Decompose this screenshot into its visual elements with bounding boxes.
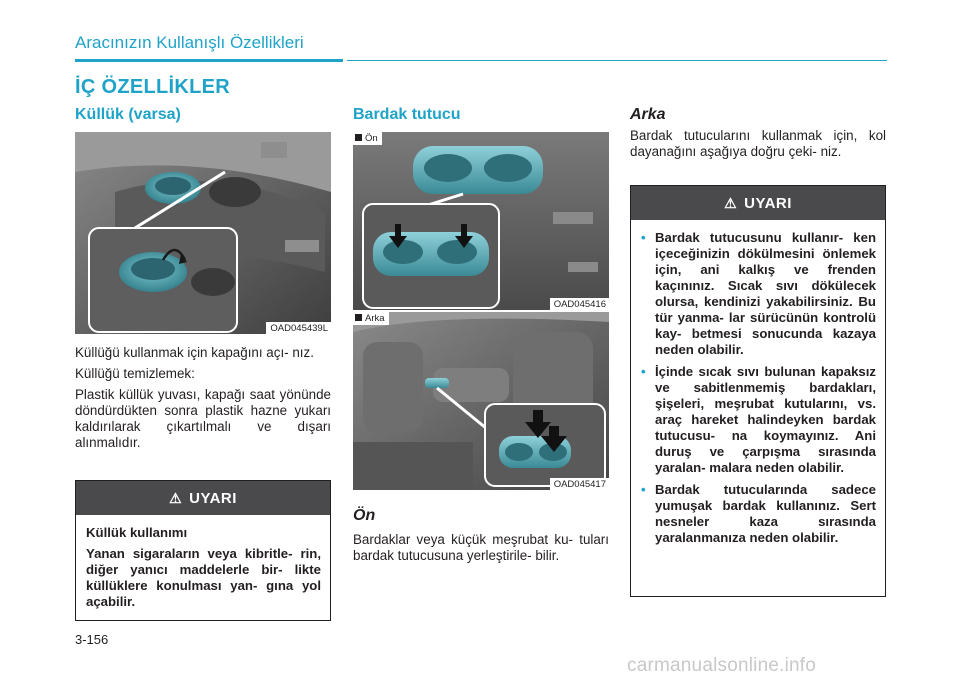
- warning-body: [76, 515, 330, 618]
- warning-label: UYARI: [744, 194, 792, 212]
- ashtray-paragraph: Plastik küllük yuvası, kapağı saat yönünde döndürdükten sonra plastik hazne yukarı kaldırılarak çıkartılmalı ve dışarı alınmalıdır.: [75, 387, 331, 450]
- warning-header: [631, 186, 885, 220]
- tag-square-icon: [355, 134, 362, 141]
- header-rule-thin: [347, 60, 887, 61]
- ashtray-illustration: [75, 132, 331, 334]
- warning-item-title: Küllük kullanımı: [86, 525, 188, 540]
- bullet-icon: •: [641, 230, 646, 245]
- ashtray-photo: [75, 132, 331, 334]
- running-header: Aracınızın Kullanışlı Özellikleri: [75, 33, 304, 52]
- ashtray-warning-box: [75, 480, 331, 621]
- rear-warning-box: [630, 185, 886, 597]
- rear-cup-illustration: [353, 312, 609, 490]
- section-title: İÇ ÖZELLİKLER: [75, 76, 231, 98]
- ashtray-photo-code: OAD045439L: [266, 322, 331, 334]
- ashtray-title: Küllük (varsa): [75, 106, 181, 123]
- warning-list-item: [641, 482, 876, 546]
- front-cup-illustration: [353, 132, 609, 310]
- bullet-icon: •: [641, 482, 646, 497]
- front-cup-photo: [353, 132, 609, 310]
- front-photo-code: OAD045416: [550, 298, 609, 310]
- rear-tag: [353, 312, 389, 325]
- front-tag-text: Ön: [365, 133, 378, 144]
- warning-header: [76, 481, 330, 515]
- ashtray-paragraph: Küllüğü kullanmak için kapağını açı- nız.: [75, 345, 314, 360]
- header-rule-thick: [75, 59, 343, 62]
- warning-list: [641, 230, 876, 546]
- warning-item-text: Bardak tutucusunu kullanır- ken içeceğinizin dökülmesini önlemek için, ani kalkış ve frenden kaçınınız. Sıcak sıvı dökülecek olursa, kendinizi yakabilirsiniz. Bu tür yanma- lar sürücünün kontrolü kay- betmesi sonucunda kazaya neden olabilir.: [655, 230, 876, 357]
- warning-item-text: İçinde sıcak sıvı bulunan kapaksız ve sabitlenmemiş bardakları, şişeleri, meşrubat kutularını, vs. araç hareket halindeyken bardak tutucusu- na koymayınız. Ani duruş ve çarpışma sırasında yaralan- malara neden olabilir.: [655, 364, 876, 475]
- cup-holder-title: Bardak tutucu: [353, 106, 461, 123]
- rear-photo-code: OAD045417: [550, 478, 609, 490]
- warning-list-item: [641, 230, 876, 358]
- bullet-icon: •: [641, 364, 646, 379]
- ashtray-body: [75, 345, 331, 456]
- front-heading: Ön: [353, 507, 376, 524]
- warning-label: UYARI: [189, 489, 237, 507]
- tag-square-icon: [355, 314, 362, 321]
- rear-cup-photo: [353, 312, 609, 490]
- front-text: Bardaklar veya küçük meşrubat ku- tuları bardak tutucusuna yerleştirile- bilir.: [353, 532, 609, 563]
- ashtray-paragraph: Küllüğü temizlemek:: [75, 366, 195, 381]
- warning-list-item: [641, 364, 876, 476]
- rear-tag-text: Arka: [365, 313, 385, 324]
- front-tag: [353, 132, 382, 145]
- warning-triangle-icon: ⚠: [169, 490, 183, 506]
- warning-text: Yanan sigaraların veya kibritle- rin, diğer yanıcı maddelerle bir- likte küllüklere konulması yan- gına yol açabilir.: [86, 546, 321, 609]
- warning-triangle-icon: ⚠: [724, 195, 738, 211]
- page-number: 3-156: [75, 632, 109, 647]
- watermark: carmanualsonline.info: [627, 655, 817, 676]
- warning-body: [631, 220, 885, 560]
- rear-heading: Arka: [630, 106, 666, 123]
- rear-text: Bardak tutucularını kullanmak için, kol dayanağını aşağıya doğru çeki- niz.: [630, 128, 886, 159]
- warning-item-text: Bardak tutucularında sadece yumuşak bardak kullanınız. Sert nesneler kaza sırasında yaralanmanıza neden olabilir.: [655, 482, 876, 545]
